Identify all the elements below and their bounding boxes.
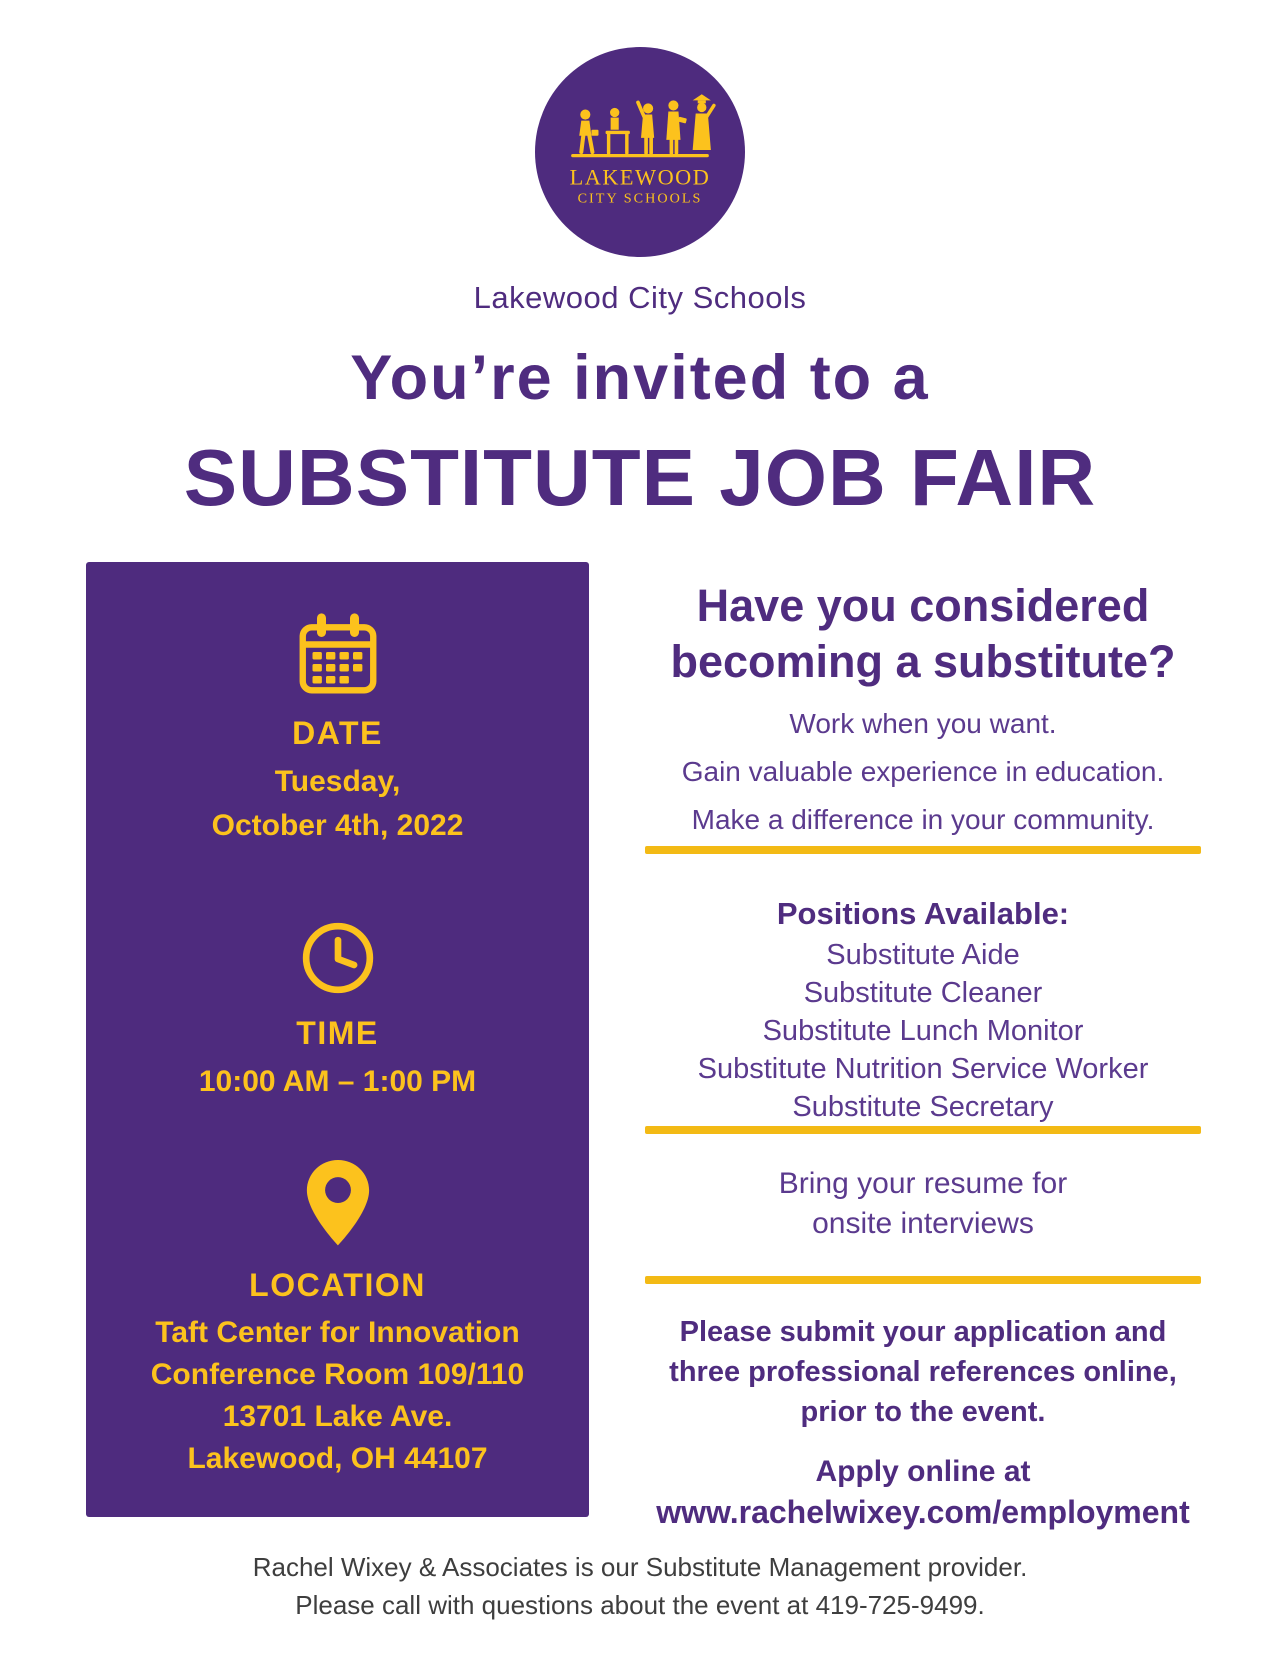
info-heading [645, 578, 1201, 690]
submit-note-line1: Please submit your application and [679, 1316, 1167, 1348]
benefit-item: Work when you want. [789, 708, 1057, 739]
footer-line2: Please call with questions about the event at 419-725-9499. [295, 1590, 985, 1620]
divider [645, 1276, 1201, 1284]
positions-list [645, 936, 1201, 1126]
resume-note [645, 1164, 1201, 1244]
footer-line1: Rachel Wixey & Associates is our Substitute Management provider. [252, 1552, 1028, 1582]
position-item: Substitute Nutrition Service Worker [697, 1053, 1149, 1085]
time-label: TIME [296, 1015, 379, 1051]
info-heading-line1: Have you considered [696, 580, 1150, 631]
calendar-icon [293, 610, 383, 700]
location-line1: Taft Center for Innovation [155, 1316, 520, 1349]
submit-note-line2: three professional references online, [669, 1356, 1177, 1388]
date-line2: October 4th, 2022 [211, 809, 464, 842]
position-item: Substitute Lunch Monitor [762, 1015, 1084, 1047]
info-heading-line2: becoming a substitute? [670, 636, 1176, 687]
time-value: 10:00 AM – 1:00 PM [198, 1065, 477, 1098]
position-item: Substitute Cleaner [803, 977, 1043, 1009]
date-value [212, 760, 464, 848]
resume-note-line1: Bring your resume for [778, 1167, 1068, 1200]
clock-icon [296, 916, 380, 1000]
positions-heading: Positions Available: [776, 896, 1070, 931]
benefit-item: Make a difference in your community. [691, 804, 1155, 835]
location-label: LOCATION [249, 1267, 426, 1303]
divider [645, 846, 1201, 854]
submit-note-line3: prior to the event. [800, 1396, 1046, 1428]
invite-line: You’re invited to a [350, 343, 930, 413]
location-line2: Conference Room 109/110 [150, 1358, 525, 1391]
school-logo [535, 47, 745, 257]
students-icon [559, 90, 721, 214]
location-pin-icon [298, 1156, 378, 1252]
apply-url-link[interactable]: www.rachelwixey.com/employment [656, 1494, 1190, 1530]
submit-note [645, 1312, 1201, 1432]
footer [0, 1548, 1280, 1624]
benefit-item: Gain valuable experience in education. [681, 756, 1165, 787]
location-line3: 13701 Lake Ave. [222, 1400, 453, 1433]
position-item: Substitute Secretary [792, 1091, 1054, 1123]
apply-heading: Apply online at [815, 1455, 1031, 1488]
resume-note-line2: onsite interviews [812, 1207, 1034, 1240]
school-name: Lakewood City Schools [473, 280, 807, 315]
info-column [645, 578, 1201, 1532]
divider [645, 1126, 1201, 1134]
event-details-panel [86, 562, 589, 1517]
benefits-list [645, 700, 1201, 844]
location-value [151, 1312, 525, 1480]
apply-block [645, 1452, 1201, 1532]
logo-wordmark-secondary: CITY SCHOOLS [577, 190, 703, 207]
date-label: DATE [292, 715, 383, 751]
location-line4: Lakewood, OH 44107 [187, 1442, 488, 1475]
logo-wordmark-primary: LAKEWOOD [569, 164, 711, 190]
position-item: Substitute Aide [826, 939, 1020, 971]
page-title: SUBSTITUTE JOB FAIR [183, 433, 1097, 522]
date-line1: Tuesday, [274, 765, 401, 798]
